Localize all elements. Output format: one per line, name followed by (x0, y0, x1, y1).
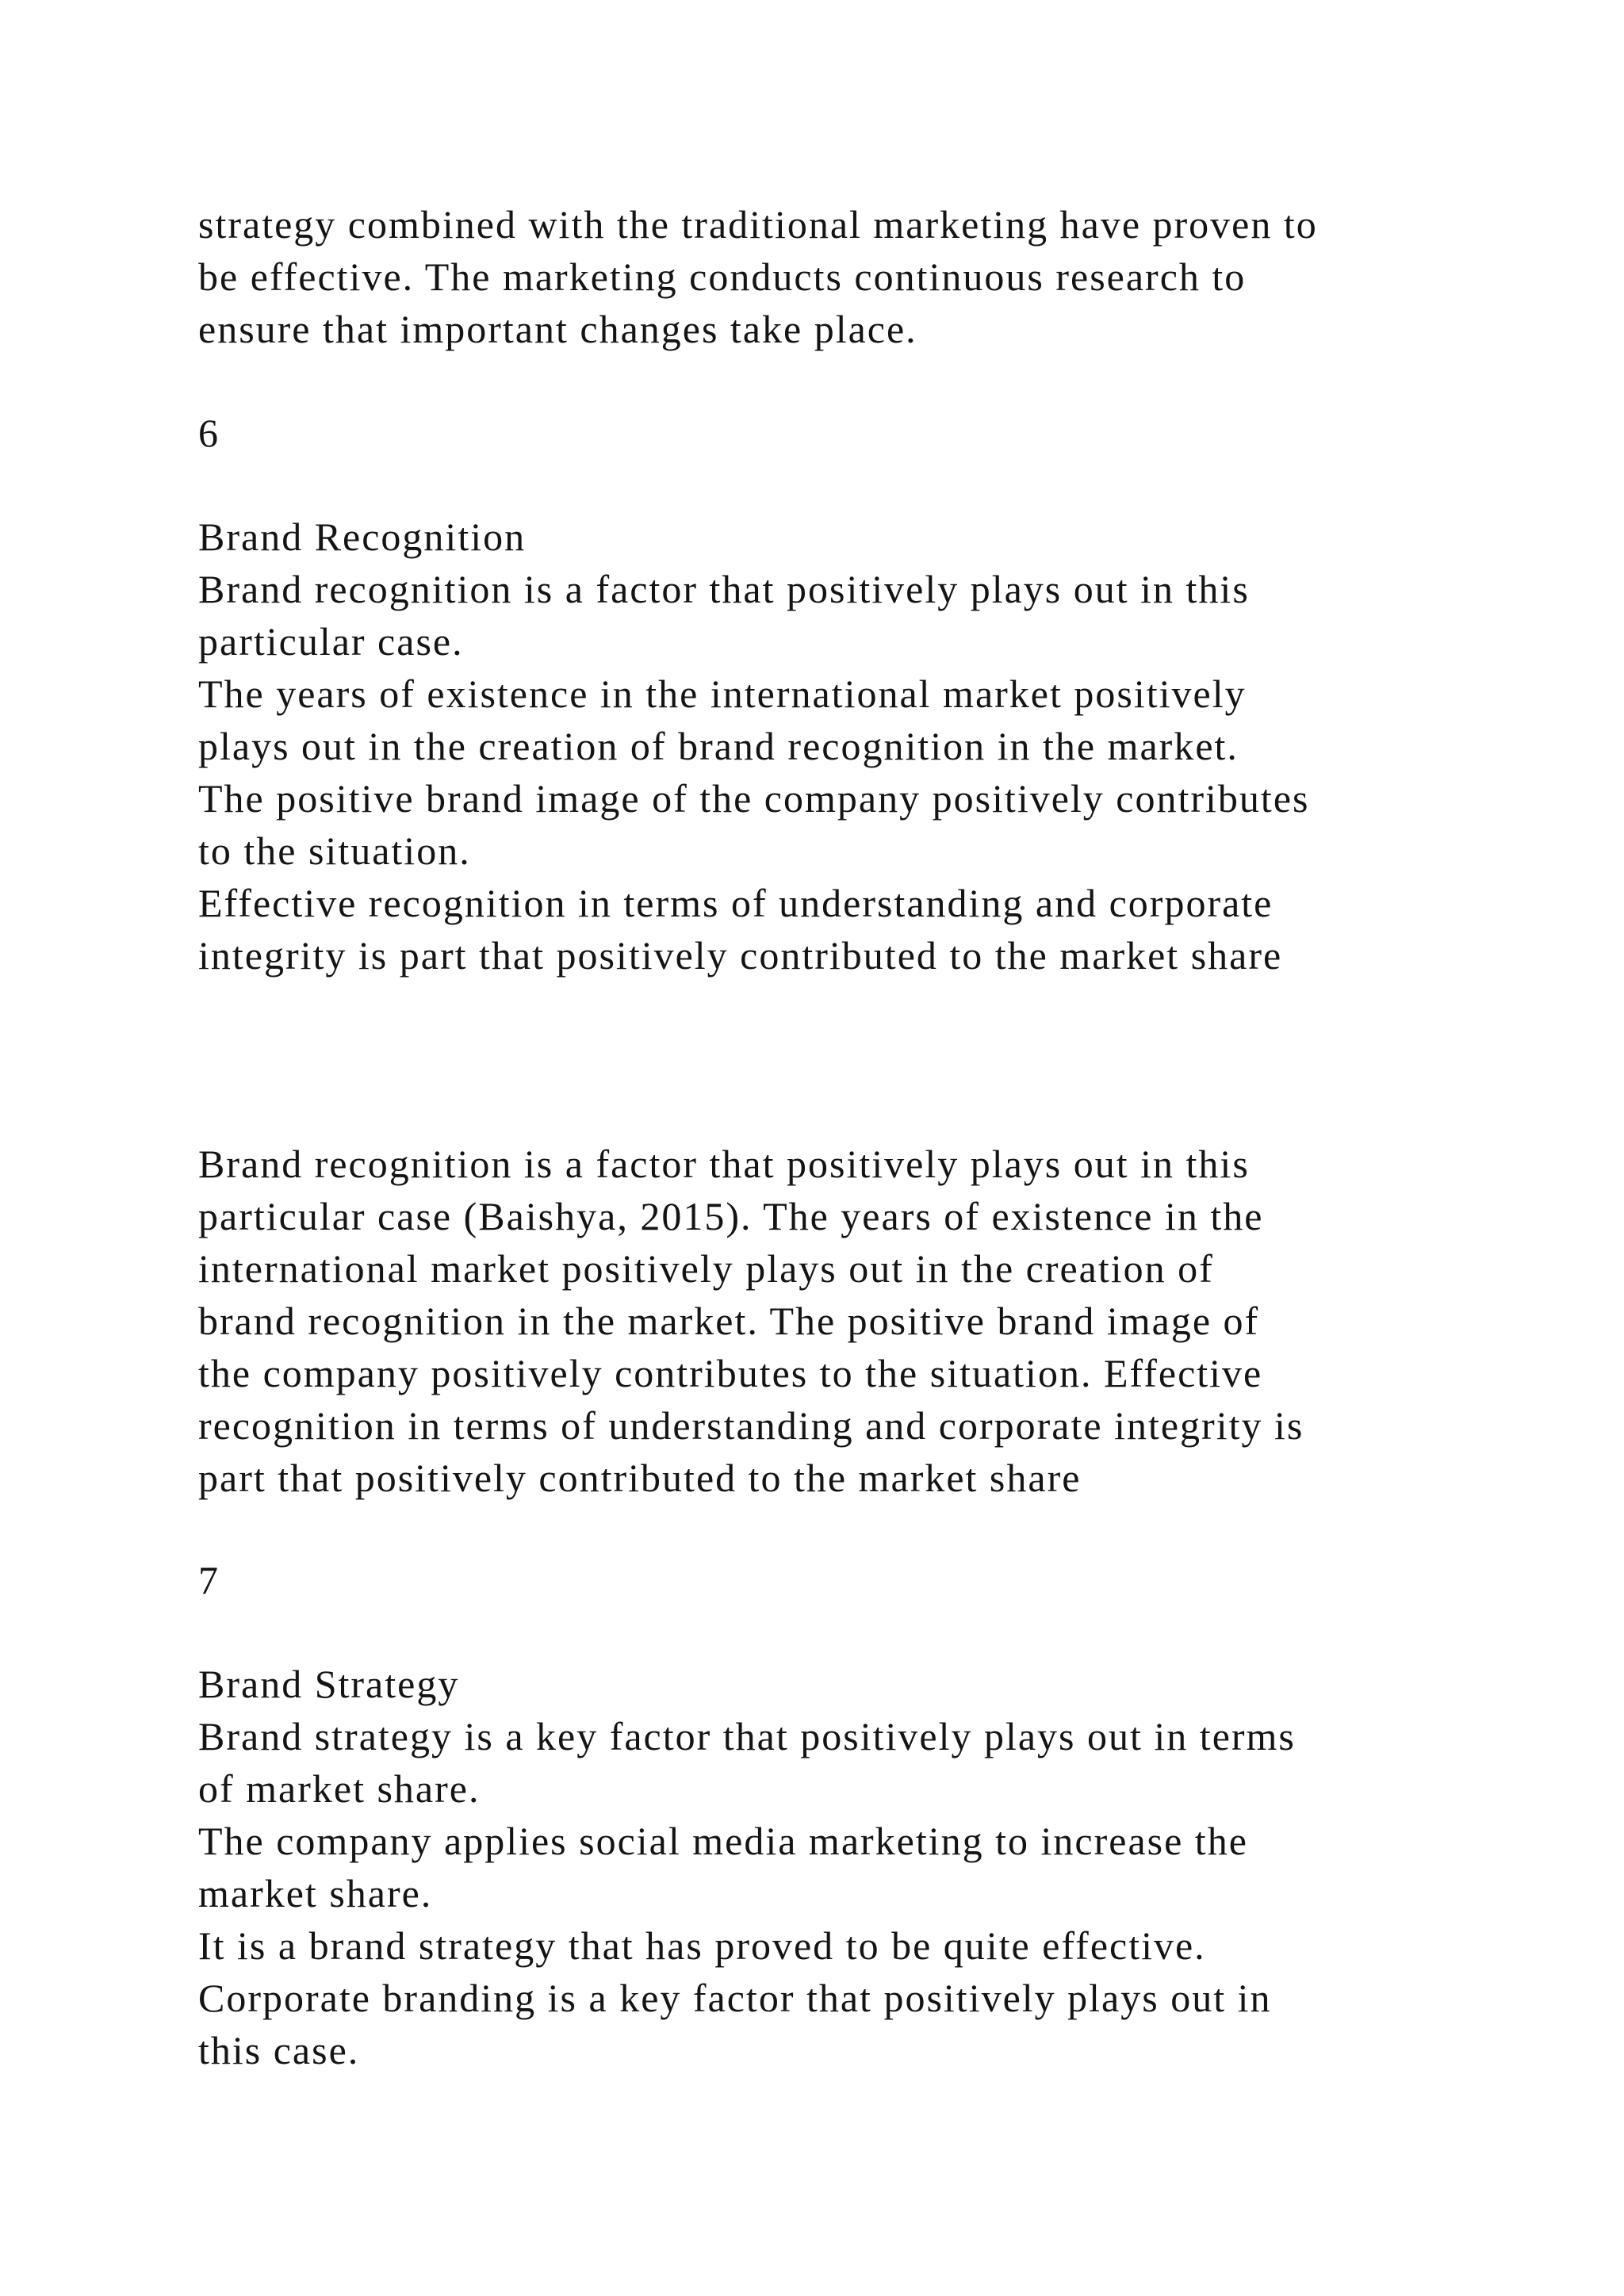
slide6-bullet-line: Effective recognition in terms of understanding and corporate (198, 881, 1274, 925)
intro-paragraph (198, 198, 1507, 355)
slide6-bullet-line: The years of existence in the international market positively (198, 672, 1247, 716)
slide-number-7: 7 (198, 1558, 220, 1602)
slide7-bullet-line: It is a brand strategy that has proved to be quite effective. (198, 1923, 1206, 1968)
slide7-bullet-line: of market share. (198, 1766, 481, 1811)
slide-number-6: 6 (198, 411, 220, 455)
slide6-notes (198, 1138, 1507, 1504)
slide7-bullet-line: Corporate branding is a key factor that positively plays out in (198, 1976, 1272, 2020)
slide7-bullet-line: Brand strategy is a key factor that positively plays out in terms (198, 1714, 1296, 1758)
slide6-bullet-line: integrity is part that positively contributed to the market share (198, 933, 1283, 978)
slide6-content (198, 511, 1507, 982)
intro-line: be effective. The marketing conducts continuous research to (198, 254, 1247, 299)
slide6-notes-line: the company positively contributes to the situation. Effective (198, 1351, 1263, 1395)
slide6-notes-line: recognition in terms of understanding and corporate integrity is (198, 1403, 1304, 1448)
slide7-bullet-line: The company applies social media marketing to increase the (198, 1819, 1248, 1863)
slide6-notes-line: brand recognition in the market. The positive brand image of (198, 1299, 1260, 1343)
slide7-bullet-line: this case. (198, 2028, 360, 2072)
slide6-bullet-line: Brand recognition is a factor that positively plays out in this (198, 567, 1250, 611)
slide6-notes-line: international market positively plays out in the creation of (198, 1246, 1214, 1291)
slide6-bullet-line: The positive brand image of the company positively contributes (198, 776, 1310, 821)
slide7-heading: Brand Strategy (198, 1662, 460, 1706)
slide6-notes-line: particular case (Baishya, 2015). The years of existence in the (198, 1194, 1264, 1238)
intro-line: ensure that important changes take place. (198, 307, 917, 351)
slide6-notes-line: part that positively contributed to the market share (198, 1456, 1082, 1500)
slide6-bullet-line: particular case. (198, 619, 464, 664)
slide7-bullet-line: market share. (198, 1871, 433, 1915)
slide6-heading: Brand Recognition (198, 515, 527, 559)
slide6-bullet-line: plays out in the creation of brand recognition in the market. (198, 724, 1239, 768)
intro-line: strategy combined with the traditional marketing have proven to (198, 202, 1318, 247)
slide7-content (198, 1658, 1507, 2076)
slide6-notes-line: Brand recognition is a factor that positively plays out in this (198, 1142, 1250, 1186)
slide6-bullet-line: to the situation. (198, 828, 471, 873)
